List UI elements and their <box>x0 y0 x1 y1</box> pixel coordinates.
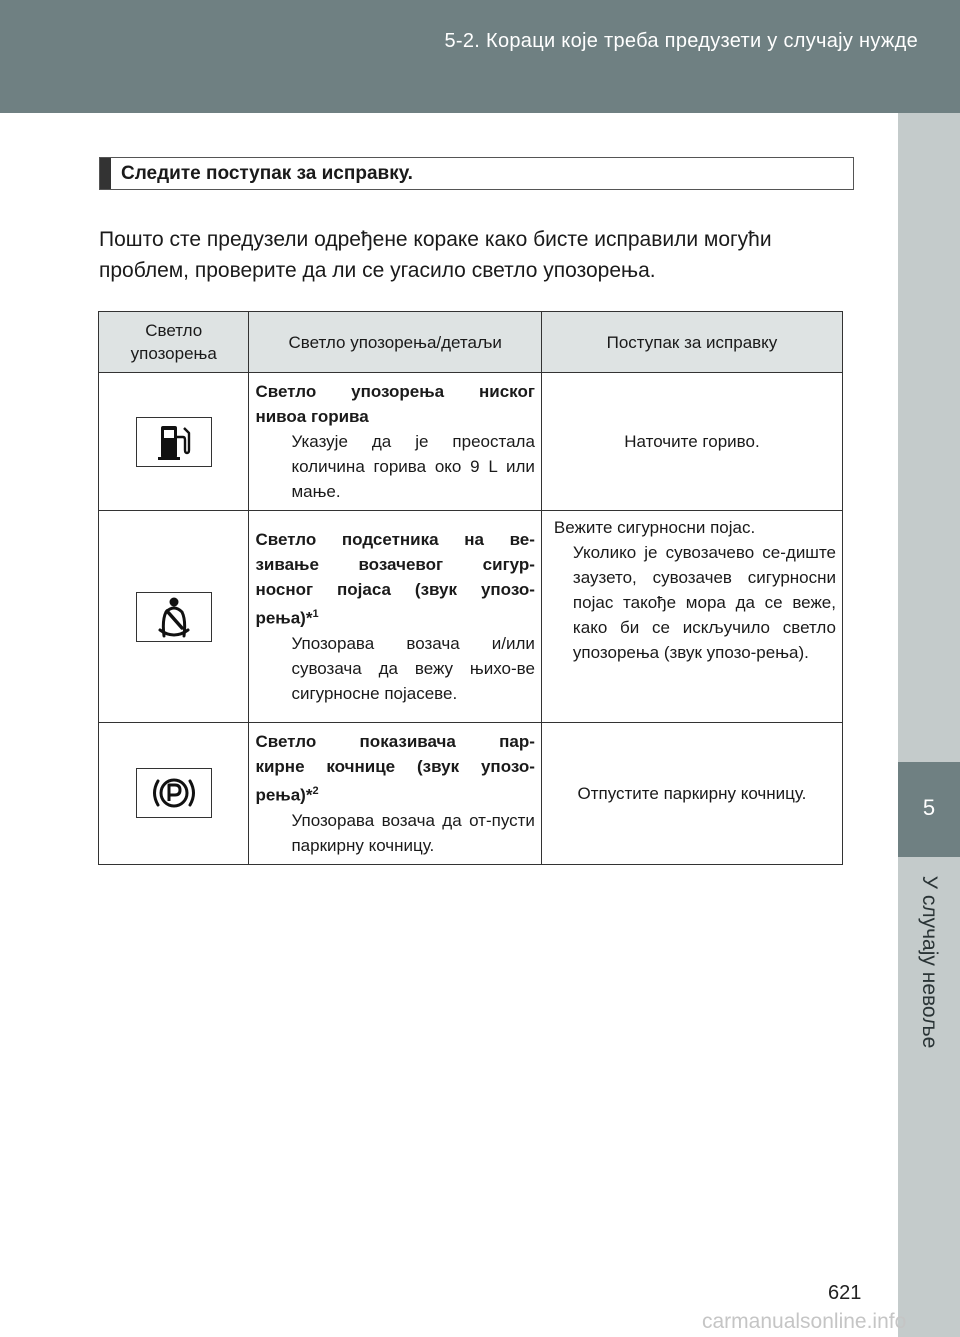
light-title-end <box>255 779 534 808</box>
light-title: зивање возачевог сигур- <box>255 555 535 575</box>
fuel-pump-icon <box>136 417 212 467</box>
light-title: Светло упозорења ниског <box>255 382 535 401</box>
footnote-marker: 1 <box>312 608 319 621</box>
heading-bar <box>100 158 111 189</box>
light-detail-text: Указује да је преостала количина горива око 9 L или мање. <box>291 432 535 501</box>
section-breadcrumb: 5-2. Кораци које треба предузети у случају нужде <box>444 30 918 52</box>
column-header-light <box>99 312 249 373</box>
light-detail-text: Упозорава возача и/или сувозача да вежу њихо-ве сигурносне појасеве. <box>291 633 535 703</box>
light-cell <box>99 511 249 723</box>
light-title-end <box>255 602 534 631</box>
procedure-cell: Наточите гориво. <box>541 373 842 511</box>
intro-paragraph: Пошто сте предузели одређене кораке како бисте исправили могући проблем, проверите да ли се угасило светло упозорења. <box>99 228 772 282</box>
light-title-end: нивоа горива <box>255 407 369 426</box>
procedure-cell <box>541 511 842 723</box>
chapter-number: 5 <box>922 795 936 820</box>
light-title: носног појаса (звук упозо- <box>255 580 535 600</box>
page-header <box>0 0 960 113</box>
watermark: carmanualsonline.info <box>702 1310 907 1333</box>
procedure-detail: Уколико је сувозачево се-диште заузето, сувозачев сигурносни појас такође мора да се веже, како би се искључило светло упозорења (звук упозо-рења). <box>572 543 836 662</box>
column-header-details: Светло упозорења/детаљи <box>249 312 541 373</box>
seatbelt-icon <box>136 592 212 642</box>
parking-brake-icon <box>136 768 212 818</box>
light-title-end-text: рења)* <box>255 785 313 805</box>
light-details-cell <box>249 511 541 723</box>
table-row <box>99 723 843 865</box>
section-heading <box>99 157 854 190</box>
procedure-main: Вежите сигурносни појас. <box>553 518 756 537</box>
footnote-marker: 2 <box>312 785 319 797</box>
light-details-cell <box>249 373 541 511</box>
light-title: Светло показивача пар- <box>255 732 535 751</box>
procedure-cell: Отпустите паркирну кочницу. <box>541 723 842 865</box>
chapter-label: У случају невоље <box>918 875 941 1049</box>
warning-lights-table <box>98 311 843 865</box>
light-title: Светло подсетника на ве- <box>255 530 535 550</box>
header-light-line1: Светло <box>145 321 203 340</box>
table-row <box>99 373 843 511</box>
header-light-line2: упозорења <box>130 344 217 363</box>
page-number: 621 <box>828 1282 862 1304</box>
light-title: кирне кочнице (звук упозо- <box>255 757 535 776</box>
light-details-cell <box>249 723 541 865</box>
light-title-end-text: рења)* <box>255 608 313 628</box>
column-header-procedure: Поступак за исправку <box>541 312 842 373</box>
chapter-side-tab <box>898 113 960 1337</box>
light-detail-text: Упозорава возача да от-пусти паркирну кочницу. <box>291 810 535 855</box>
light-cell <box>99 373 249 511</box>
table-header-row <box>99 312 843 373</box>
section-heading-text: Следите поступак за исправку. <box>121 162 413 184</box>
light-cell <box>99 723 249 865</box>
table-row <box>99 511 843 723</box>
